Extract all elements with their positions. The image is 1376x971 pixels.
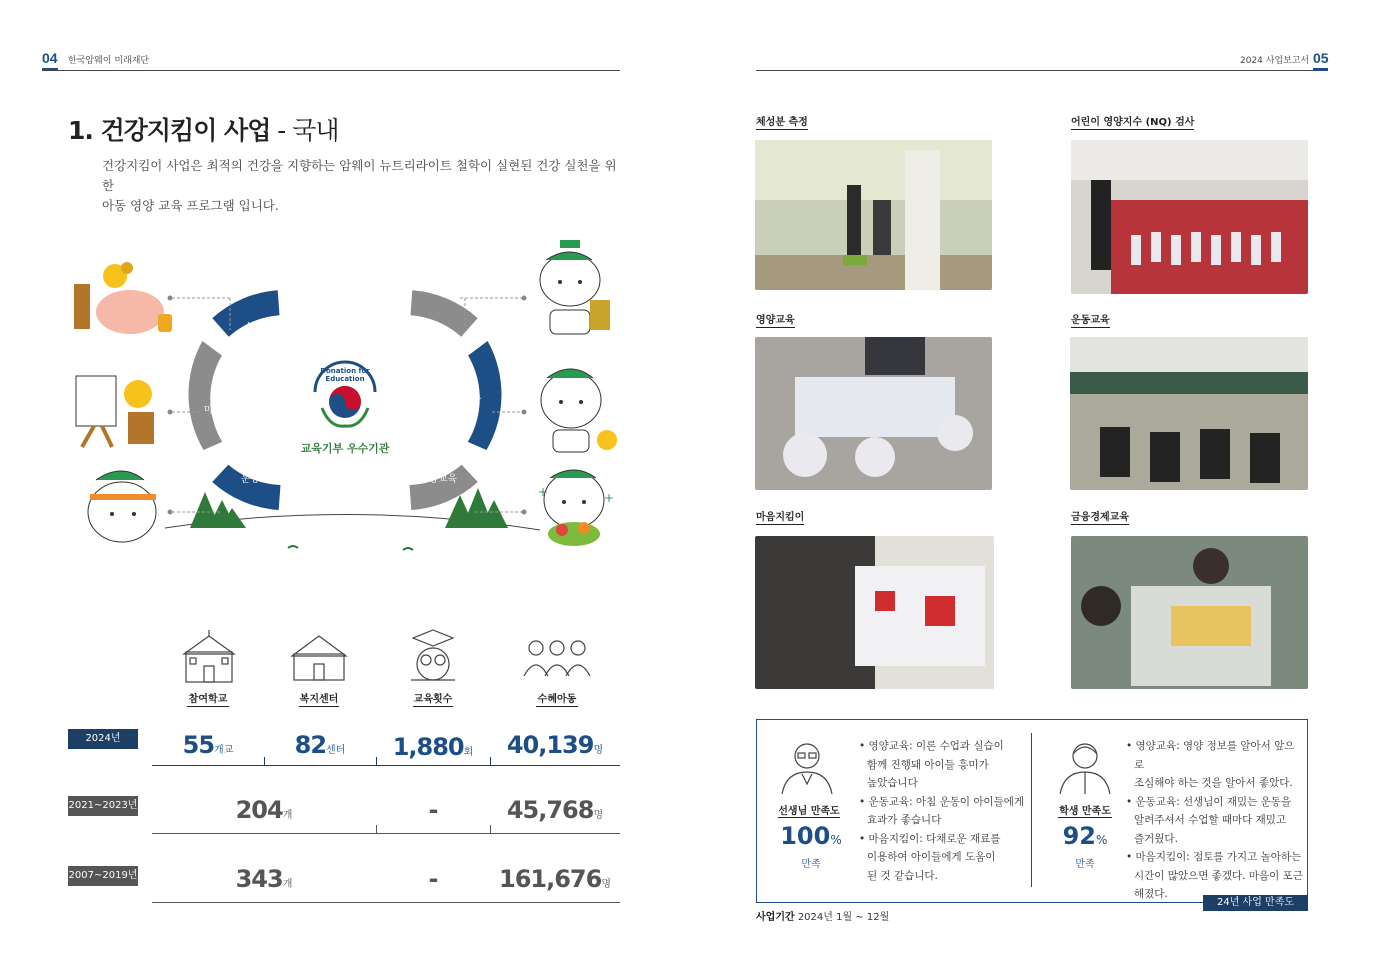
line: 이용하여 아이들에게 도움이 (867, 851, 996, 863)
student-icon (1056, 738, 1114, 796)
photo-mind-keeper (755, 536, 994, 689)
line: 시간이 많았으면 좋겠다. 마음이 포근 (1134, 869, 1303, 882)
emblem-label: 교육기부 우수기관 (300, 442, 390, 455)
running-rabbit-illustration-icon (82, 462, 166, 548)
pct-unit: % (1096, 833, 1108, 847)
report-name: 2024 사업보고서 (1240, 56, 1310, 66)
value-unit: 명 (593, 810, 604, 821)
tick (264, 757, 265, 765)
value-num: 45,768 (506, 796, 594, 824)
children-icon (522, 636, 592, 682)
teacher-comment-nutrition (859, 737, 1029, 793)
left-header-rule (42, 70, 620, 71)
photo-nq-test (1071, 140, 1308, 294)
segment-nutrition-education (410, 465, 478, 510)
photo-caption-mind-keeper: 마음지킴이 (756, 508, 804, 525)
rabbit-vegetables-illustration-icon (532, 462, 616, 562)
value-unit: 명 (601, 879, 611, 890)
line: 영양교육: 영양 정보를 알아서 앞으로 (1134, 740, 1295, 771)
value-2024-children (490, 731, 620, 759)
teacher-icon (778, 738, 836, 796)
label-body-line-2: 측정 (424, 344, 444, 355)
grass-icon (288, 546, 413, 550)
line: 영양교육: 이론 수업과 실습이 (868, 740, 1004, 752)
segment-mind-keeper (188, 341, 222, 450)
value-2024-sessions (376, 733, 490, 761)
value-2007-2019-sessions: - (428, 865, 438, 893)
row-line-2021-2023 (152, 833, 620, 834)
svg-text:+: + (538, 485, 549, 499)
value-num: 1,880 (392, 733, 464, 761)
label-nq-line-1: 영양지수 (442, 394, 482, 405)
right-page-number: 05 (1313, 50, 1329, 66)
label-mind-keeper: 마음지킴이 (203, 405, 253, 416)
label-body-line-1: 체성분 (419, 332, 449, 343)
photo-nutrition-education (755, 337, 992, 490)
pct-num: 92 (1062, 822, 1096, 850)
value-2007-2019-children (490, 865, 620, 893)
teacher-satisfaction-pct (772, 822, 850, 850)
value-2021-2023-sessions: - (428, 796, 438, 824)
line: 효과가 좋습니다 (867, 814, 942, 826)
value-num: 161,676 (499, 865, 602, 893)
teacher-comment-mind (859, 830, 1029, 886)
label-consumer-line-3: 교육 (248, 346, 268, 357)
teacher-satisfaction-label: 선생님 만족도 (778, 802, 840, 818)
teacher-satisfaction-word: 만족 (801, 859, 821, 870)
photo-caption-nutrition-education: 영양교육 (756, 311, 795, 328)
right-page-number-bar (1313, 68, 1328, 71)
value-num: 82 (294, 731, 327, 759)
header-schools: 참여학교 (187, 690, 229, 707)
easel-painting-illustration-icon (72, 372, 164, 450)
segment-body-composition (411, 290, 478, 337)
pct-unit: % (830, 833, 842, 847)
photo-caption-exercise-education: 운동교육 (1071, 311, 1110, 328)
value-unit: 명 (593, 745, 604, 756)
header-sessions: 교육횟수 (413, 690, 453, 707)
owl-icon (405, 628, 461, 684)
value-num: 55 (182, 731, 215, 759)
period-tag-2021-2023: 2021~2023년 (68, 796, 138, 816)
label-consumer-education (228, 322, 288, 358)
line: 알려주셔서 수업할 때마다 재밌고 (1134, 814, 1287, 826)
label-consumer-line-1: 소비자 (243, 322, 273, 333)
label-nq-test (432, 394, 492, 430)
photo-body-composition (755, 140, 992, 290)
tick (376, 757, 377, 765)
piggy-bank-illustration-icon (70, 262, 175, 337)
emblem-arc-text: Donation for Education (320, 367, 370, 383)
student-comments (1126, 737, 1304, 904)
student-comment-exercise (1126, 793, 1304, 849)
photo-caption-body-composition: 체성분 측정 (756, 113, 808, 130)
value-unit: 센터 (326, 745, 346, 756)
satisfaction-tag: 24년 사업 만족도 (1203, 895, 1308, 911)
line: 높았습니다 (867, 777, 918, 789)
student-satisfaction-word: 만족 (1075, 859, 1095, 870)
line: 운동교육: 아침 운동이 아이들에게 (868, 795, 1025, 808)
school-icon (180, 628, 238, 684)
period-label: 사업기간 (756, 912, 795, 923)
teacher-comments (859, 737, 1029, 885)
value-unit: 개 (282, 879, 293, 890)
section-title (68, 111, 339, 147)
org-name: 한국암웨이 미래재단 (68, 56, 150, 66)
intro-line-1: 건강지킴이 사업은 최적의 건강을 지향하는 암웨이 뉴트리라이트 철학이 실현된 건강 실천을 위한 (102, 158, 617, 193)
line: 해졌다. (1134, 888, 1168, 900)
value-2024-schools (152, 731, 264, 759)
rabbit-measuring-illustration-icon (532, 238, 614, 338)
line: 마음지킴이: 다채로운 재료를 (868, 832, 1001, 845)
label-nq-line-2: (NQ) (450, 406, 474, 417)
student-satisfaction-label: 학생 만족도 (1058, 802, 1112, 818)
value-2021-2023-children (490, 796, 620, 824)
label-consumer-line-2: (아동)경제 (234, 334, 282, 345)
photo-exercise-education (1070, 337, 1308, 490)
label-nq-line-3: 검사 (452, 418, 472, 429)
row-line-2024 (152, 765, 620, 766)
student-satisfaction-pct (1050, 822, 1120, 850)
row-line-2007-2019 (152, 902, 620, 903)
title-main: 1. 건강지킴이 사업 (68, 116, 271, 145)
tick (376, 825, 377, 833)
line: 운동교육: 선생님이 재밌는 운동을 (1135, 795, 1292, 808)
tick (490, 757, 491, 765)
header-children: 수혜아동 (536, 690, 578, 707)
title-suffix: - 국내 (270, 116, 339, 145)
value-2007-2019-schools (152, 865, 376, 893)
label-exercise-education: 운동교육 (240, 474, 280, 485)
value-2021-2023-schools (152, 796, 376, 824)
photo-caption-financial-education: 금융경제교육 (1071, 508, 1129, 525)
student-comment-nutrition (1126, 737, 1304, 793)
line: 함께 진행돼 아이들 흥미가 (867, 758, 989, 771)
satisfaction-divider (1031, 733, 1032, 887)
welfare-center-icon (290, 632, 348, 684)
line: 된 것 같습니다. (867, 869, 938, 882)
intro-text (102, 156, 622, 216)
period-value: 2024년 1월 ~ 12월 (794, 912, 890, 923)
teacher-comment-exercise (859, 793, 1029, 830)
line: 즐거웠다. (1134, 832, 1178, 845)
tick (490, 825, 491, 833)
value-2024-centers (264, 731, 376, 759)
line: 조심해야 하는 것을 알아서 좋았다. (1134, 777, 1293, 789)
label-nutrition-education: 영양교육 (418, 474, 458, 485)
photo-financial-education (1071, 536, 1308, 689)
rabbit-nq-illustration-icon (535, 356, 623, 456)
period-tag-2007-2019: 2007~2019년 (68, 866, 138, 886)
line: 마음지킴이: 점토를 가지고 놀아하는 (1135, 851, 1302, 863)
pct-num: 100 (780, 822, 831, 850)
value-unit: 회 (463, 747, 474, 758)
intro-line-2: 아동 영양 교육 프로그램 입니다. (102, 198, 279, 213)
photo-caption-nq-test: 어린이 영양지수 (NQ) 검사 (1071, 113, 1194, 130)
right-header-rule (756, 70, 1328, 71)
left-page-number: 04 (42, 50, 58, 66)
value-num: 40,139 (506, 731, 594, 759)
svg-text:+: + (604, 491, 615, 505)
label-body-composition (404, 332, 464, 356)
value-unit: 개교 (214, 745, 234, 756)
header-welfare-centers: 복지센터 (299, 690, 339, 707)
period-tag-2024: 2024년 (68, 729, 138, 749)
value-num: 343 (235, 865, 283, 893)
value-num: 204 (235, 796, 283, 824)
value-unit: 개 (282, 810, 293, 821)
business-period (756, 908, 889, 923)
